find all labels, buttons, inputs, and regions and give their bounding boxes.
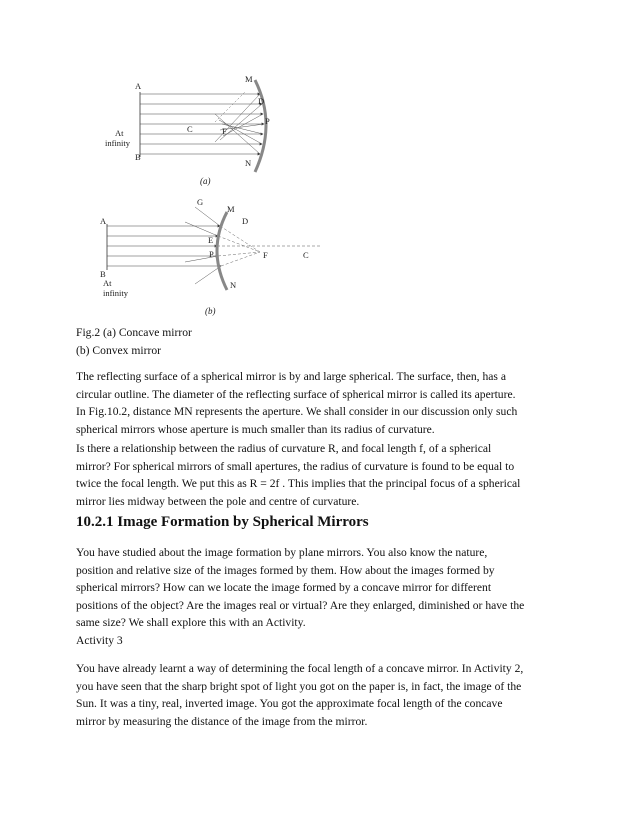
text-line: positions of the object? Are the images real or virtual? Are they enlarged, diminished or have the bbox=[76, 598, 525, 612]
label-at1: At bbox=[115, 128, 124, 138]
paragraph-radius-focal bbox=[76, 440, 576, 510]
label-d1: D bbox=[258, 96, 265, 106]
label-b2: B bbox=[100, 269, 106, 279]
caption-line: (b) Convex mirror bbox=[76, 343, 162, 357]
concave-mirror-diagram bbox=[105, 74, 270, 186]
convex-mirror-diagram bbox=[100, 197, 320, 316]
label-a1: A bbox=[135, 81, 142, 91]
label-e2: E bbox=[208, 235, 214, 245]
label-n1: N bbox=[245, 158, 252, 168]
caption-a: (a) bbox=[200, 176, 211, 186]
text-line: mirror lies midway between the pole and centre of curvature. bbox=[76, 494, 360, 508]
figure-caption bbox=[76, 324, 576, 359]
text-line: Sun. It was a tiny, real, inverted image. You got the approximate focal length of the concave bbox=[76, 697, 503, 711]
section-heading: 10.2.1 Image Formation by Spherical Mirrors bbox=[76, 514, 369, 530]
text-line: mirror by measuring the distance of the image from the mirror. bbox=[76, 714, 368, 728]
label-b1: B bbox=[135, 152, 141, 162]
text-line: same size? We shall explore this with an Activity. bbox=[76, 616, 306, 630]
label-at2: At bbox=[103, 278, 112, 288]
paragraph-image-formation bbox=[76, 544, 576, 632]
mirror-figure bbox=[95, 62, 340, 320]
convex-mirror-surface bbox=[217, 212, 227, 290]
label-p1: P bbox=[265, 116, 270, 126]
incident-rays-b bbox=[107, 226, 221, 266]
label-m2: M bbox=[227, 204, 235, 214]
activity-label: Activity 3 bbox=[76, 634, 123, 647]
text-line: You have studied about the image formation by plane mirrors. You also know the nature, bbox=[76, 546, 488, 559]
text-line: position and relative size of the images formed by them. How about the images formed by bbox=[76, 563, 495, 577]
label-infinity1: infinity bbox=[105, 138, 131, 148]
label-a2: A bbox=[100, 216, 107, 226]
text-line: Is there a relationship between the radius of curvature R, and focal length f, of a spherical bbox=[76, 442, 492, 455]
caption-line: Fig.2 (a) Concave mirror bbox=[76, 326, 192, 339]
label-c2: C bbox=[303, 250, 309, 260]
label-f2: F bbox=[263, 250, 268, 260]
text-line: spherical mirrors? How can we locate the image formed by a concave mirror for different bbox=[76, 581, 492, 595]
label-d2: D bbox=[242, 216, 249, 226]
text-line: circular outline. The diameter of the reflecting surface of spherical mirror is called its aperture. bbox=[76, 387, 516, 401]
text-line: spherical mirrors whose aperture is much smaller than its radius of curvature. bbox=[76, 422, 435, 436]
text-line: In Fig.10.2, distance MN represents the aperture. We shall consider in our discussion only such bbox=[76, 405, 518, 419]
text-line: you have seen that the sharp bright spot of light you got on the paper is, in fact, the image of the bbox=[76, 679, 522, 693]
label-g2: G bbox=[197, 197, 204, 207]
caption-b: (b) bbox=[205, 306, 216, 316]
incident-rays bbox=[140, 94, 264, 154]
paragraph-activity bbox=[76, 660, 576, 730]
paragraph-aperture bbox=[76, 368, 576, 438]
label-n2: N bbox=[230, 280, 237, 290]
text-line: mirror? For spherical mirrors of small apertures, the radius of curvature is found to be equal to bbox=[76, 459, 515, 473]
text-line: The reflecting surface of a spherical mirror is by and large spherical. The surface, then, has a bbox=[76, 370, 506, 383]
label-c1: C bbox=[187, 124, 193, 134]
text-line: twice the focal length. We put this as R = 2f . This implies that the principal focus of a spherical bbox=[76, 477, 521, 491]
label-infinity2: infinity bbox=[103, 288, 129, 298]
label-p2: P bbox=[209, 249, 214, 259]
reflected-rays-b bbox=[185, 207, 221, 284]
label-m1: M bbox=[245, 74, 253, 84]
text-line: You have already learnt a way of determining the focal length of a concave mirror. In Activity 2, bbox=[76, 662, 524, 675]
label-f1: F bbox=[222, 126, 227, 136]
